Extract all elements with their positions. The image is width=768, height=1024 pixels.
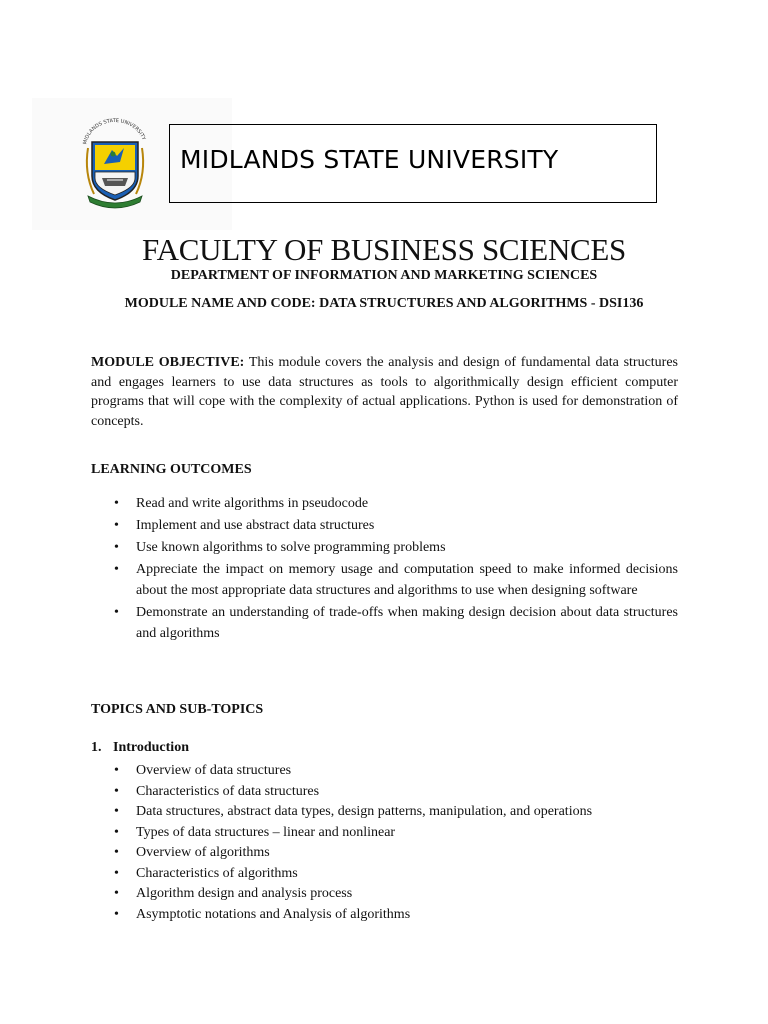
outcome-text: Demonstrate an understanding of trade-offs when making design decision about data structures and algorithms: [136, 605, 678, 641]
topic-text: Characteristics of data structures: [136, 783, 320, 799]
topics-heading: TOPICS AND SUB-TOPICS: [91, 702, 264, 717]
topic-text: Overview of algorithms: [136, 845, 270, 860]
learning-outcomes-list: [91, 493, 678, 645]
section-number: 1.: [91, 740, 102, 755]
section-title: Introduction: [113, 740, 189, 755]
outcome-text: Read and write algorithms in pseudocode: [136, 496, 369, 511]
bullet-icon: •: [114, 540, 119, 555]
bullet-icon: •: [114, 865, 119, 881]
list-item: [91, 905, 678, 926]
list-item: [91, 537, 678, 558]
module-title: MODULE NAME AND CODE: DATA STRUCTURES AND ALGORITHMS - DSI136: [124, 296, 644, 311]
topic-text: Algorithm design and analysis process: [136, 886, 353, 901]
bullet-icon: •: [114, 562, 119, 577]
faculty-title: FACULTY OF BUSINESS SCIENCES: [142, 232, 626, 267]
list-item: [91, 515, 678, 536]
university-name: MIDLANDS STATE UNIVERSITY: [180, 145, 559, 174]
department-title: DEPARTMENT OF INFORMATION AND MARKETING SCIENCES: [170, 268, 598, 283]
module-objective: [91, 353, 678, 431]
topic-text: Asymptotic notations and Analysis of algorithms: [136, 906, 411, 922]
list-item: [91, 802, 678, 823]
section-title-introduction: [91, 740, 189, 756]
bullet-icon: •: [114, 496, 119, 511]
topic-text: Types of data structures – linear and nonlinear: [136, 824, 396, 840]
bullet-icon: •: [114, 605, 119, 620]
bullet-icon: •: [114, 845, 119, 860]
introduction-topics-list: [91, 761, 678, 925]
list-item: [91, 559, 678, 601]
outcome-text: Implement and use abstract data structures: [136, 518, 375, 533]
list-item: [91, 761, 678, 782]
list-item: [91, 884, 678, 905]
learning-outcomes-heading: LEARNING OUTCOMES: [91, 462, 252, 477]
bullet-icon: •: [114, 906, 119, 922]
objective-label: MODULE OBJECTIVE:: [91, 355, 245, 370]
bullet-icon: •: [114, 518, 119, 533]
topic-text: Overview of data structures: [136, 763, 292, 778]
university-name-box: [169, 124, 657, 203]
bullet-icon: •: [114, 886, 119, 901]
list-item: [91, 493, 678, 514]
bullet-icon: •: [114, 824, 119, 840]
bullet-icon: •: [114, 804, 119, 819]
university-crest-logo: [80, 118, 150, 210]
list-item: [91, 782, 678, 803]
list-item: [91, 823, 678, 844]
topic-text: Characteristics of algorithms: [136, 865, 298, 881]
bullet-icon: •: [114, 763, 119, 778]
topic-text: Data structures, abstract data types, design patterns, manipulation, and operations: [136, 804, 593, 819]
svg-text:MIDLANDS STATE UNIVERSITY: MIDLANDS STATE UNIVERSITY: [82, 118, 147, 146]
objective-text: This module covers the analysis and design of fundamental data structures and engages learners to use data structures as tools to algorithmically design efficient computer programs that will cope with the complexity of actual applications. Python is used for demonstration of concepts.: [91, 355, 678, 429]
bullet-icon: •: [114, 783, 119, 799]
outcome-text: Appreciate the impact on memory usage and computation speed to make informed decisions about the most appropriate data structures and algorithms to use when designing software: [136, 562, 678, 598]
list-item: [91, 602, 678, 644]
list-item: [91, 843, 678, 864]
list-item: [91, 864, 678, 885]
outcome-text: Use known algorithms to solve programming problems: [136, 540, 446, 555]
